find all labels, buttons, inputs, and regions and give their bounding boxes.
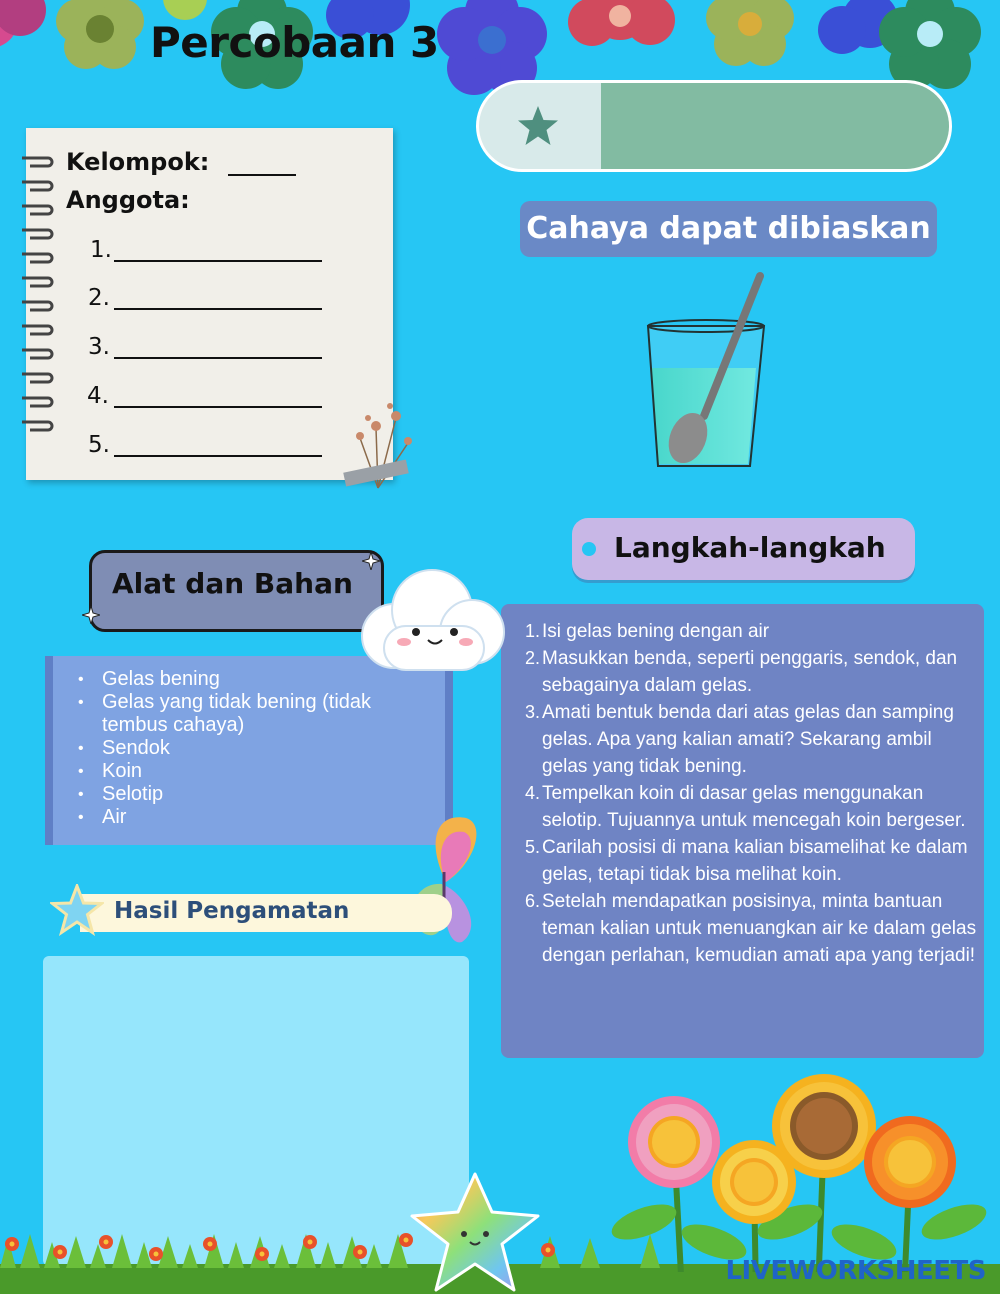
step-item [518,618,978,645]
star-icon [50,884,104,936]
step-number: 6. [524,891,540,911]
list-item-text: Gelas bening [102,668,220,690]
member-input-line-2[interactable] [114,308,322,310]
page-subtitle: Cahaya dapat dibiaskan [520,201,937,257]
step-item [518,699,978,780]
notebook-spiral [18,152,54,442]
list-item: • Koin [78,760,143,782]
step-item [518,888,978,969]
sparkle-icon [82,606,100,624]
alat-list [78,668,438,829]
list-item-text: Gelas yang tidak bening (tidak tembus cahaya) [102,691,372,736]
member-number: 1. [90,237,112,263]
step-item [518,645,978,699]
list-item: • Selotip [78,783,164,805]
hasil-title: Hasil Pengamatan [114,898,350,924]
star-icon [516,105,560,147]
member-number: 3. [88,334,110,360]
dried-flower-decoration [338,388,430,502]
kelompok-input-line[interactable] [228,174,296,176]
anggota-label: Anggota: [66,186,190,214]
step-number: 1. [524,621,540,641]
step-number: 3. [524,702,540,722]
member-number: 5. [88,432,110,458]
page-title: Percobaan 3 [150,18,439,67]
glass-with-spoon-illustration [640,268,775,473]
step-text: Amati bentuk benda dari atas gelas dan samping gelas. Apa yang kalian amati? Sekarang ambil gelas yang tidak bening. [542,702,954,777]
kelompok-label: Kelompok: [66,148,210,176]
step-number: 5. [524,837,540,857]
member-number: 2. [88,285,110,311]
list-item: • Gelas yang tidak bening (tidak tembus cahaya) [78,691,438,737]
bullet-dot [582,542,596,556]
list-item-text: Selotip [102,783,164,805]
step-text: Setelah mendapatkan posisinya, minta bantuan teman kalian untuk menuangkan air ke dalam gelas dengan perlahan, kemudian amati apa yang terjadi! [542,891,977,966]
liveworksheets-watermark: LIVEWORKSHEETS [725,1256,986,1286]
step-number: 4. [524,783,540,803]
list-item: • Sendok [78,737,170,759]
member-input-line-1[interactable] [114,260,322,262]
alat-title: Alat dan Bahan [112,567,353,600]
step-number: 2. [524,648,540,668]
member-input-line-4[interactable] [114,406,322,408]
list-item-text: Air [102,806,127,828]
list-item: • Air [78,806,127,828]
step-text: Masukkan benda, seperti penggaris, sendok, dan sebagainya dalam gelas. [542,648,958,696]
member-input-line-5[interactable] [114,455,322,457]
rainbow-star-character [406,1170,544,1294]
cloud-character-illustration [354,566,510,676]
list-item-text: Koin [102,760,143,782]
langkah-title: Langkah-langkah [614,531,886,564]
member-number: 4. [87,383,109,409]
list-item: • Gelas bening [78,668,220,690]
step-item [518,834,978,888]
member-input-line-3[interactable] [114,357,322,359]
list-item-text: Sendok [102,737,170,759]
steps-list [518,618,978,969]
step-item [518,780,978,834]
step-text: Tempelkan koin di dasar gelas menggunakan selotip. Tujuannya untuk mencegah koin bergeser. [542,783,966,831]
step-text: Isi gelas bening dengan air [542,621,770,642]
step-text: Carilah posisi di mana kalian bisamelihat ke dalam gelas, tetapi tidak bisa melihat koin. [542,837,968,885]
